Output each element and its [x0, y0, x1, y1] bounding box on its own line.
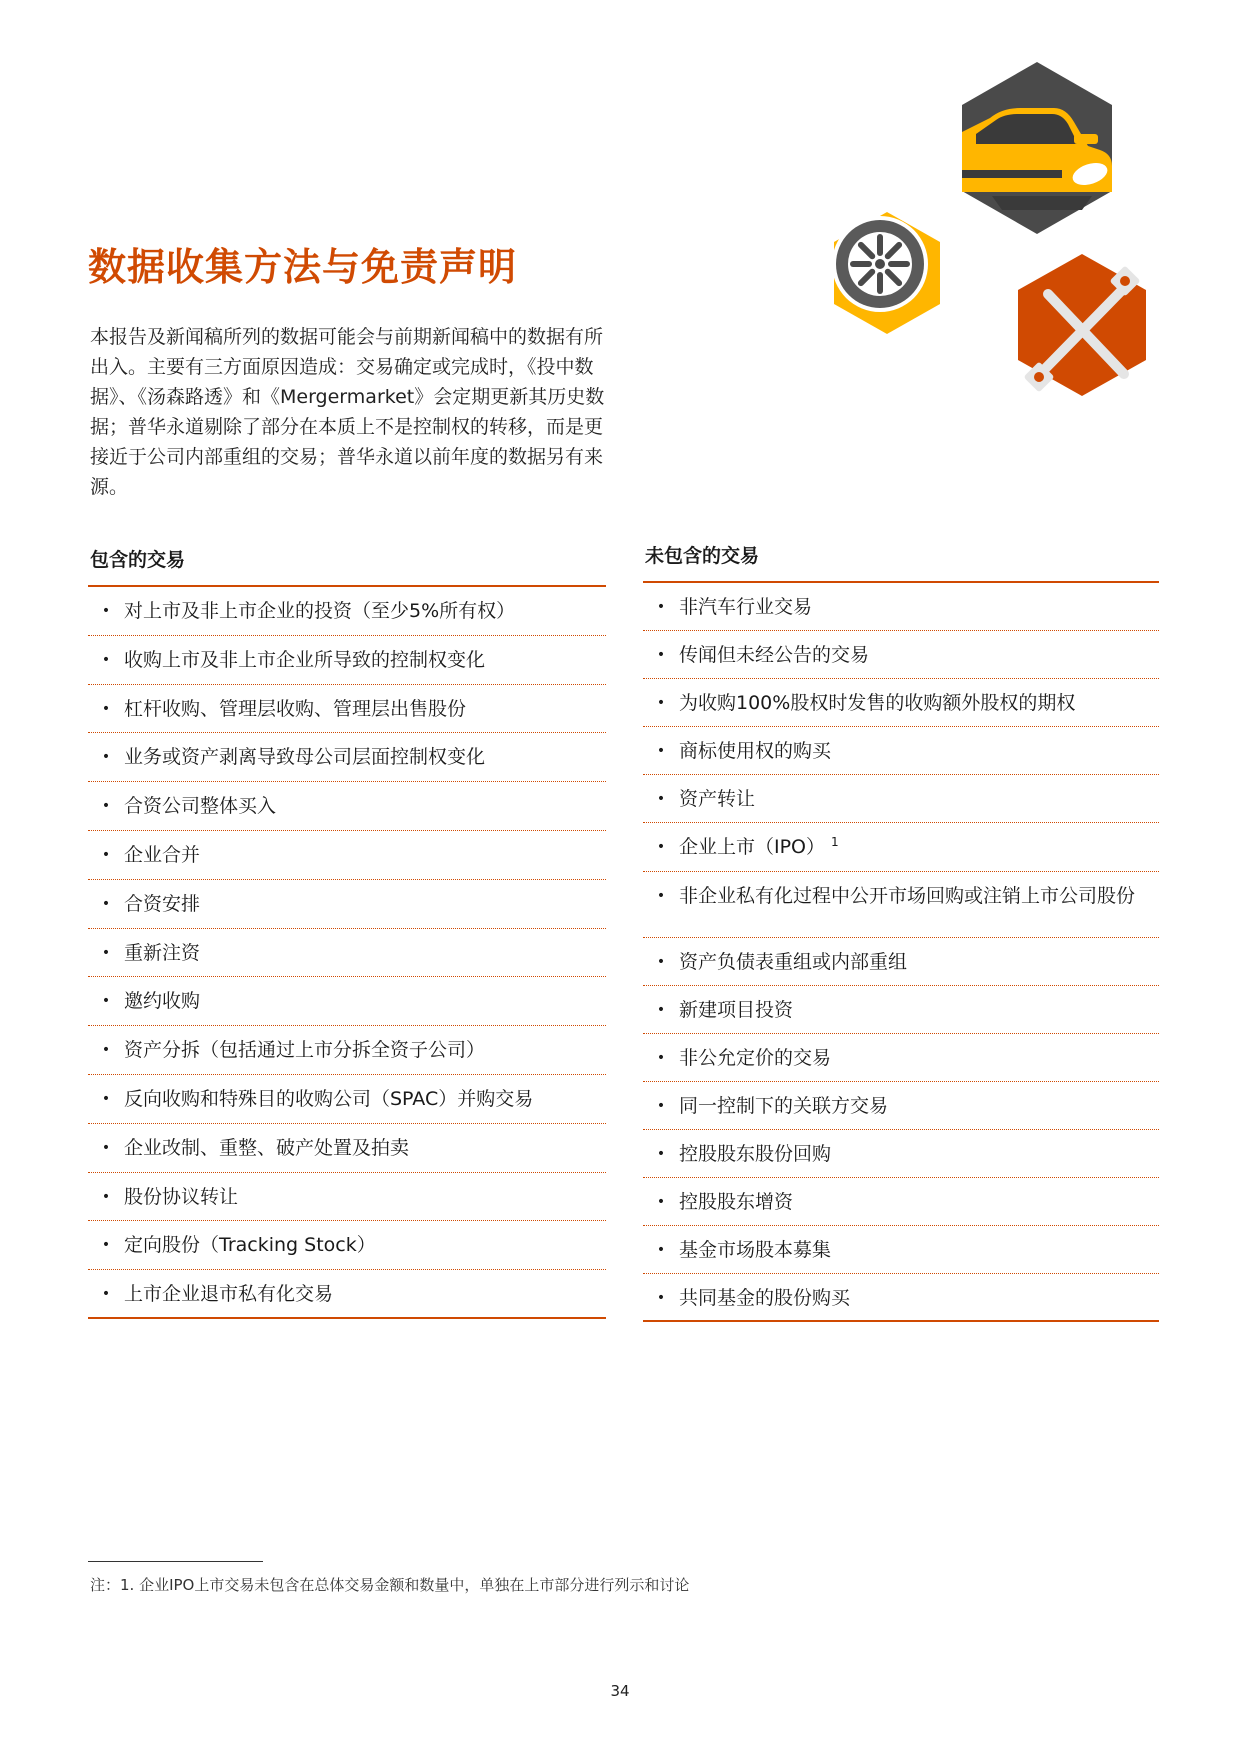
- bullet-icon: •: [101, 1286, 111, 1303]
- bullet-icon: •: [101, 651, 111, 668]
- excluded-deals-heading: 未包含的交易: [645, 545, 760, 567]
- list-item: • 对上市及非上市企业的投资（至少5%所有权）: [88, 587, 606, 636]
- list-item: • 基金市场股本募集: [643, 1226, 1159, 1274]
- bullet-icon: •: [101, 1090, 111, 1107]
- list-item: • 为收购100%股权时发售的收购额外股权的期权: [643, 679, 1159, 727]
- bullet-icon: •: [101, 944, 111, 961]
- included-deals-heading: 包含的交易: [90, 549, 186, 571]
- excluded-deals-list: [643, 583, 1159, 1322]
- list-item: • 合资公司整体买入: [88, 782, 606, 831]
- car-hex-icon: [962, 62, 1112, 234]
- bullet-icon: •: [656, 1145, 666, 1162]
- intro-paragraph: 本报告及新闻稿所列的数据可能会与前期新闻稿中的数据有所出入。主要有三方面原因造成：交易确定或完成时，《投中数据》、《汤森路透》和《Mergermarket》会定期更新其历史数据；普华永道剔除了部分在本质上不是控制权的转移，而是更接近于公司内部重组的交易；普华永道以前年度的数据另有来源。: [90, 326, 605, 498]
- bullet-icon: •: [656, 1001, 666, 1018]
- bullet-icon: •: [101, 1237, 111, 1254]
- list-item: • 非汽车行业交易: [643, 583, 1159, 631]
- list-item: • 资产转让: [643, 775, 1159, 823]
- wrench-hex-icon: [1018, 254, 1146, 396]
- page-title: 数据收集方法与免责声明: [88, 245, 518, 289]
- list-item: • 同一控制下的关联方交易: [643, 1082, 1159, 1130]
- list-item: • 股份协议转让: [88, 1173, 606, 1222]
- bullet-icon: •: [656, 839, 666, 856]
- bullet-icon: •: [656, 953, 666, 970]
- footnote: 注：1. 企业IPO上市交易未包含在总体交易金额和数量中，单独在上市部分进行列示和讨论: [90, 1576, 690, 1594]
- bullet-icon: •: [656, 647, 666, 664]
- bullet-icon: •: [101, 846, 111, 863]
- bullet-icon: •: [101, 1139, 111, 1156]
- included-deals-list: [88, 587, 606, 1319]
- bullet-icon: •: [656, 599, 666, 615]
- list-item: • 资产分拆（包括通过上市分拆全资子公司）: [88, 1026, 606, 1075]
- list-item: • 非企业私有化过程中公开市场回购或注销上市公司股份: [643, 872, 1159, 938]
- bullet-icon: •: [656, 1194, 666, 1211]
- list-item: • 合资安排: [88, 880, 606, 929]
- bullet-icon: •: [101, 1188, 111, 1205]
- bullet-icon: •: [101, 603, 111, 619]
- list-item: • 企业改制、重整、破产处置及拍卖: [88, 1124, 606, 1173]
- bullet-icon: •: [656, 1097, 666, 1114]
- list-item: • 企业上市（IPO） $^1$: [643, 823, 1159, 871]
- bullet-icon: •: [656, 743, 666, 760]
- list-item: • 资产负债表重组或内部重组: [643, 938, 1159, 986]
- bullet-icon: •: [101, 749, 111, 766]
- bullet-icon: •: [656, 1290, 666, 1307]
- list-item: • 传闻但未经公告的交易: [643, 631, 1159, 679]
- list-item: • 共同基金的股份购买: [643, 1274, 1159, 1322]
- list-item: • 定向股份（Tracking Stock）: [88, 1221, 606, 1270]
- bullet-icon: •: [656, 1049, 666, 1066]
- bullet-icon: •: [656, 1242, 666, 1259]
- included-deals-column: [88, 547, 606, 1319]
- bullet-icon: •: [656, 695, 666, 712]
- bullet-icon: •: [656, 791, 666, 808]
- page-number: 34: [610, 1682, 630, 1700]
- list-item: • 重新注资: [88, 929, 606, 978]
- tire-hex-icon: [834, 212, 940, 334]
- list-item: • 反向收购和特殊目的收购公司（SPAC）并购交易: [88, 1075, 606, 1124]
- bullet-icon: •: [101, 798, 111, 815]
- bullet-icon: •: [101, 895, 111, 912]
- bullet-icon: •: [101, 1042, 111, 1059]
- list-item: • 控股股东增资: [643, 1178, 1159, 1226]
- list-item: • 上市企业退市私有化交易: [88, 1270, 606, 1319]
- list-item: • 业务或资产剥离导致母公司层面控制权变化: [88, 733, 606, 782]
- list-item: • 邀约收购: [88, 977, 606, 1026]
- bullet-icon: •: [101, 700, 111, 717]
- list-item: • 非公允定价的交易: [643, 1034, 1159, 1082]
- bullet-icon: •: [656, 887, 666, 904]
- list-item: • 收购上市及非上市企业所导致的控制权变化: [88, 636, 606, 685]
- footnote-marker: 1: [831, 835, 839, 850]
- list-item: • 企业合并: [88, 831, 606, 880]
- list-item: • 杠杆收购、管理层收购、管理层出售股份: [88, 685, 606, 734]
- list-item: • 商标使用权的购买: [643, 727, 1159, 775]
- excluded-deals-column: [643, 543, 1159, 1322]
- list-item: • 新建项目投资: [643, 986, 1159, 1034]
- bullet-icon: •: [101, 993, 111, 1010]
- footnote-divider: [88, 1561, 263, 1562]
- list-item: • 控股股东股份回购: [643, 1130, 1159, 1178]
